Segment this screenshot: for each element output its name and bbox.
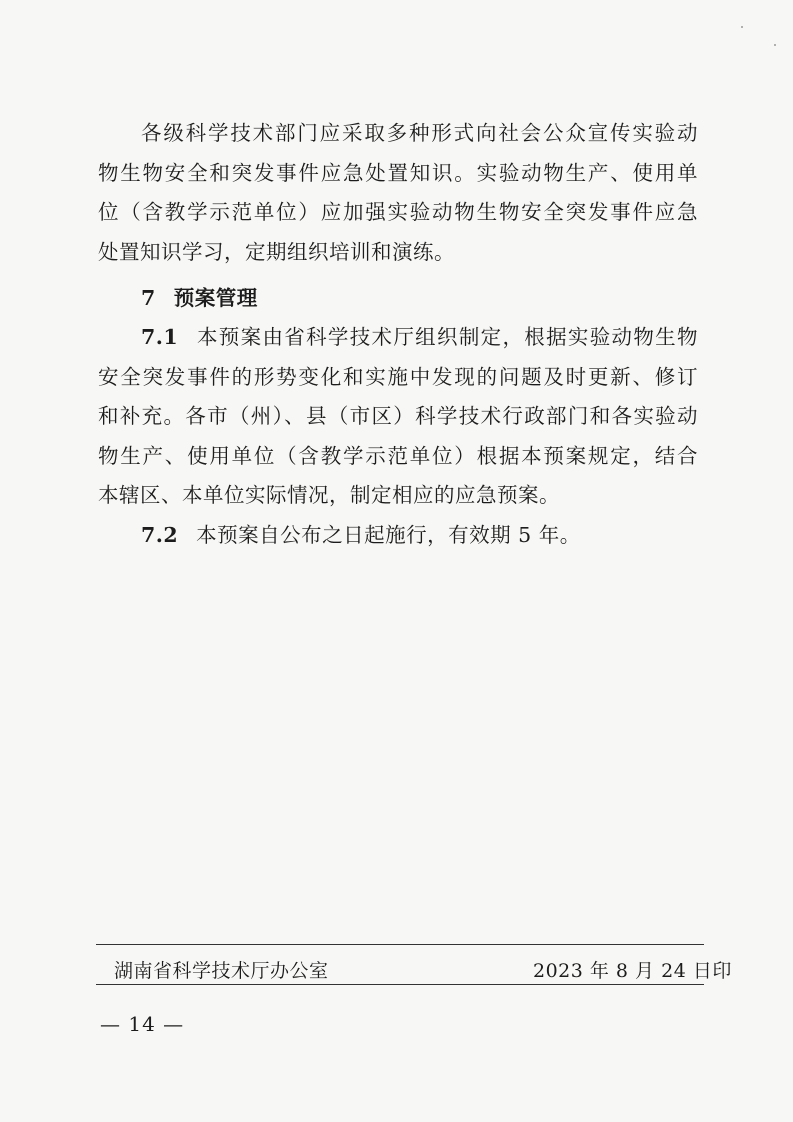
section-title: 预案管理 [173,286,258,310]
footer-issuer: 湖南省科学技术厅办公室 [114,960,329,982]
paragraph-publicity [98,114,698,272]
paragraph-line: 安全突发事件的形势变化和实施中发现的问题及时更新、修订 [98,364,698,389]
paragraph-line: 本辖区、本单位实际情况，制定相应的应急预案。 [98,483,560,507]
clause-text: 本预案自公布之日起施行，有效期 5 年。 [196,523,581,547]
paragraph-line: 位（含教学示范单位）应加强实验动物生物安全突发事件应急 [98,200,698,224]
footer-print-date: 2023 年 8 月 24 日印 [533,960,732,982]
clause-number: 7.1 [141,325,179,349]
paragraph-line: 各级科学技术部门应采取多种形式向社会公众宣传实验动 [141,121,698,145]
section-heading [141,279,258,319]
scan-speck [774,44,776,46]
clause-number: 7.2 [141,523,179,547]
paragraph-line: 处置知识学习，定期组织培训和演练。 [98,239,455,264]
paragraph-7-2 [98,516,698,556]
paragraph-line: 和补充。各市（州）、县（市区）科学技术行政部门和各实验动 [98,404,698,428]
paragraph-7-1 [98,318,698,516]
paragraph-line: 物生产、使用单位（含教学示范单位）根据本预案规定，结合 [98,443,698,468]
paragraph-line [98,318,698,358]
section-number: 7 [141,286,156,310]
footer-bottom-rule [96,984,704,985]
scan-speck [741,26,743,28]
page-number: — 14 — [100,1012,185,1036]
paragraph-line [98,516,698,556]
paragraph-line: 物生物安全和突发事件应急处置知识。实验动物生产、使用单 [98,160,698,185]
footer-top-rule [96,944,704,945]
clause-text: 本预案由省科学技术厅组织制定，根据实验动物生物 [196,325,698,349]
